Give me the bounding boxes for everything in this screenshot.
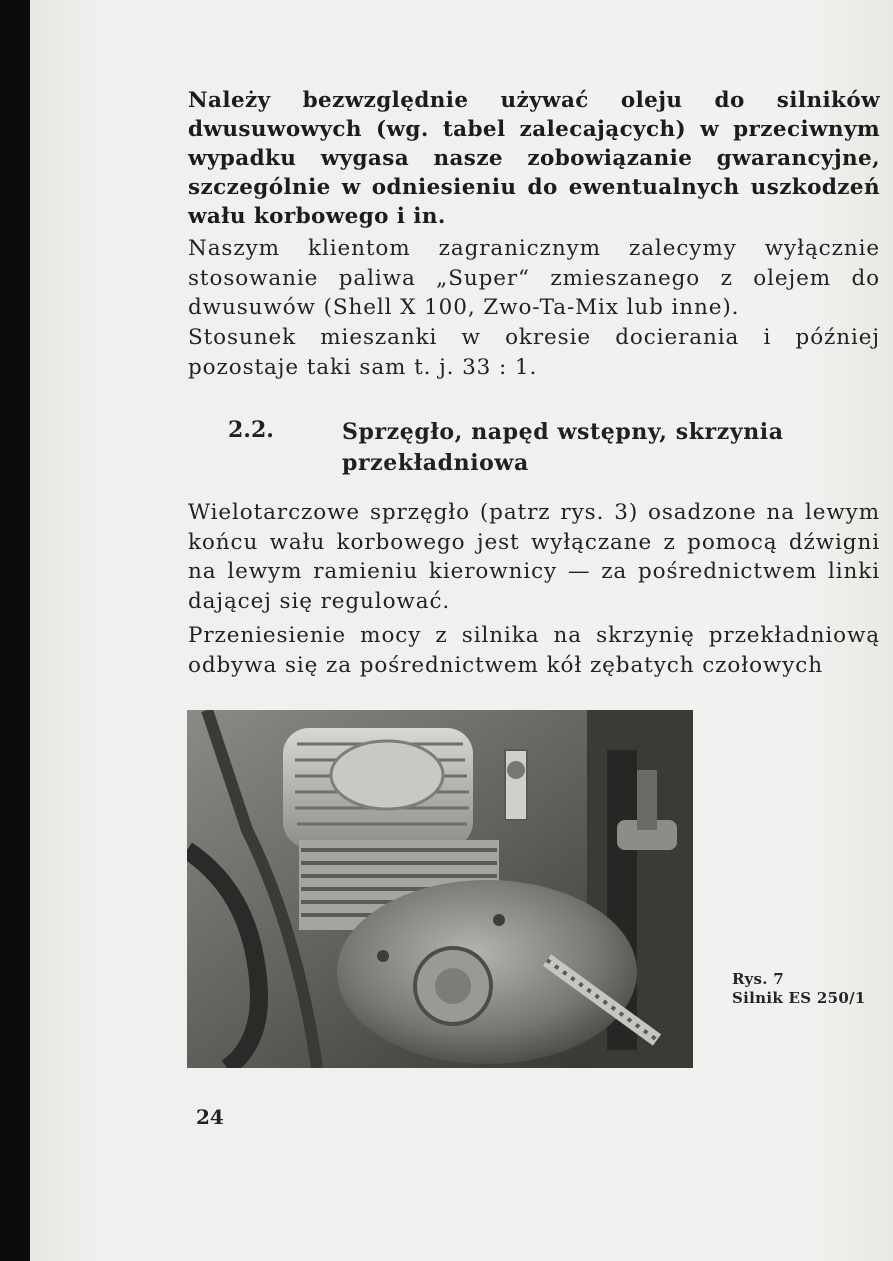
mixture-ratio-paragraph: Stosunek mieszanki w okresie docierania i później pozostaje taki sam t. j. 33 : 1. (188, 325, 880, 380)
clutch-paragraph: Wielotarczowe sprzęgło (patrz rys. 3) osadzone na lewym końcu wału korbowego jest wyłączane z pomocą dźwigni na lewym ramieniu kierownicy — za pośrednictwem linki dającej się regulować. (188, 500, 880, 614)
figure-label: Rys. 7 (732, 970, 785, 988)
section-title: Sprzęgło, napęd wstępny, skrzynia przekładniowa (342, 419, 784, 476)
section-number: 2.2. (228, 417, 274, 443)
figure-title: Silnik ES 250/1 (732, 989, 866, 1007)
power-transmission-paragraph: Przeniesienie mocy z silnika na skrzynię przekładniową odbywa się za pośrednictwem kół zębatych czołowych (188, 623, 880, 678)
engine-photo (187, 710, 693, 1068)
book-binding-edge (0, 0, 30, 1261)
figure-caption (732, 970, 866, 1008)
engine-photo-drawing (187, 710, 693, 1068)
page-number: 24 (196, 1105, 224, 1129)
warning-paragraph: Należy bezwzględnie używać oleju do silników dwusuwowych (wg. tabel zalecających) w przeciwnym wypadku wygasa nasze zobowiązanie gwarancyjne, szczególnie w odniesieniu do ewentualnych uszkodzeń wału korbowego i in. (188, 88, 880, 229)
fuel-paragraph: Naszym klientom zagranicznym zalecymy wyłącznie stosowanie paliwa „Super“ zmieszanego z olejem do dwusuwów (Shell X 100, Zwo-Ta-Mix lub inne). (188, 236, 880, 320)
